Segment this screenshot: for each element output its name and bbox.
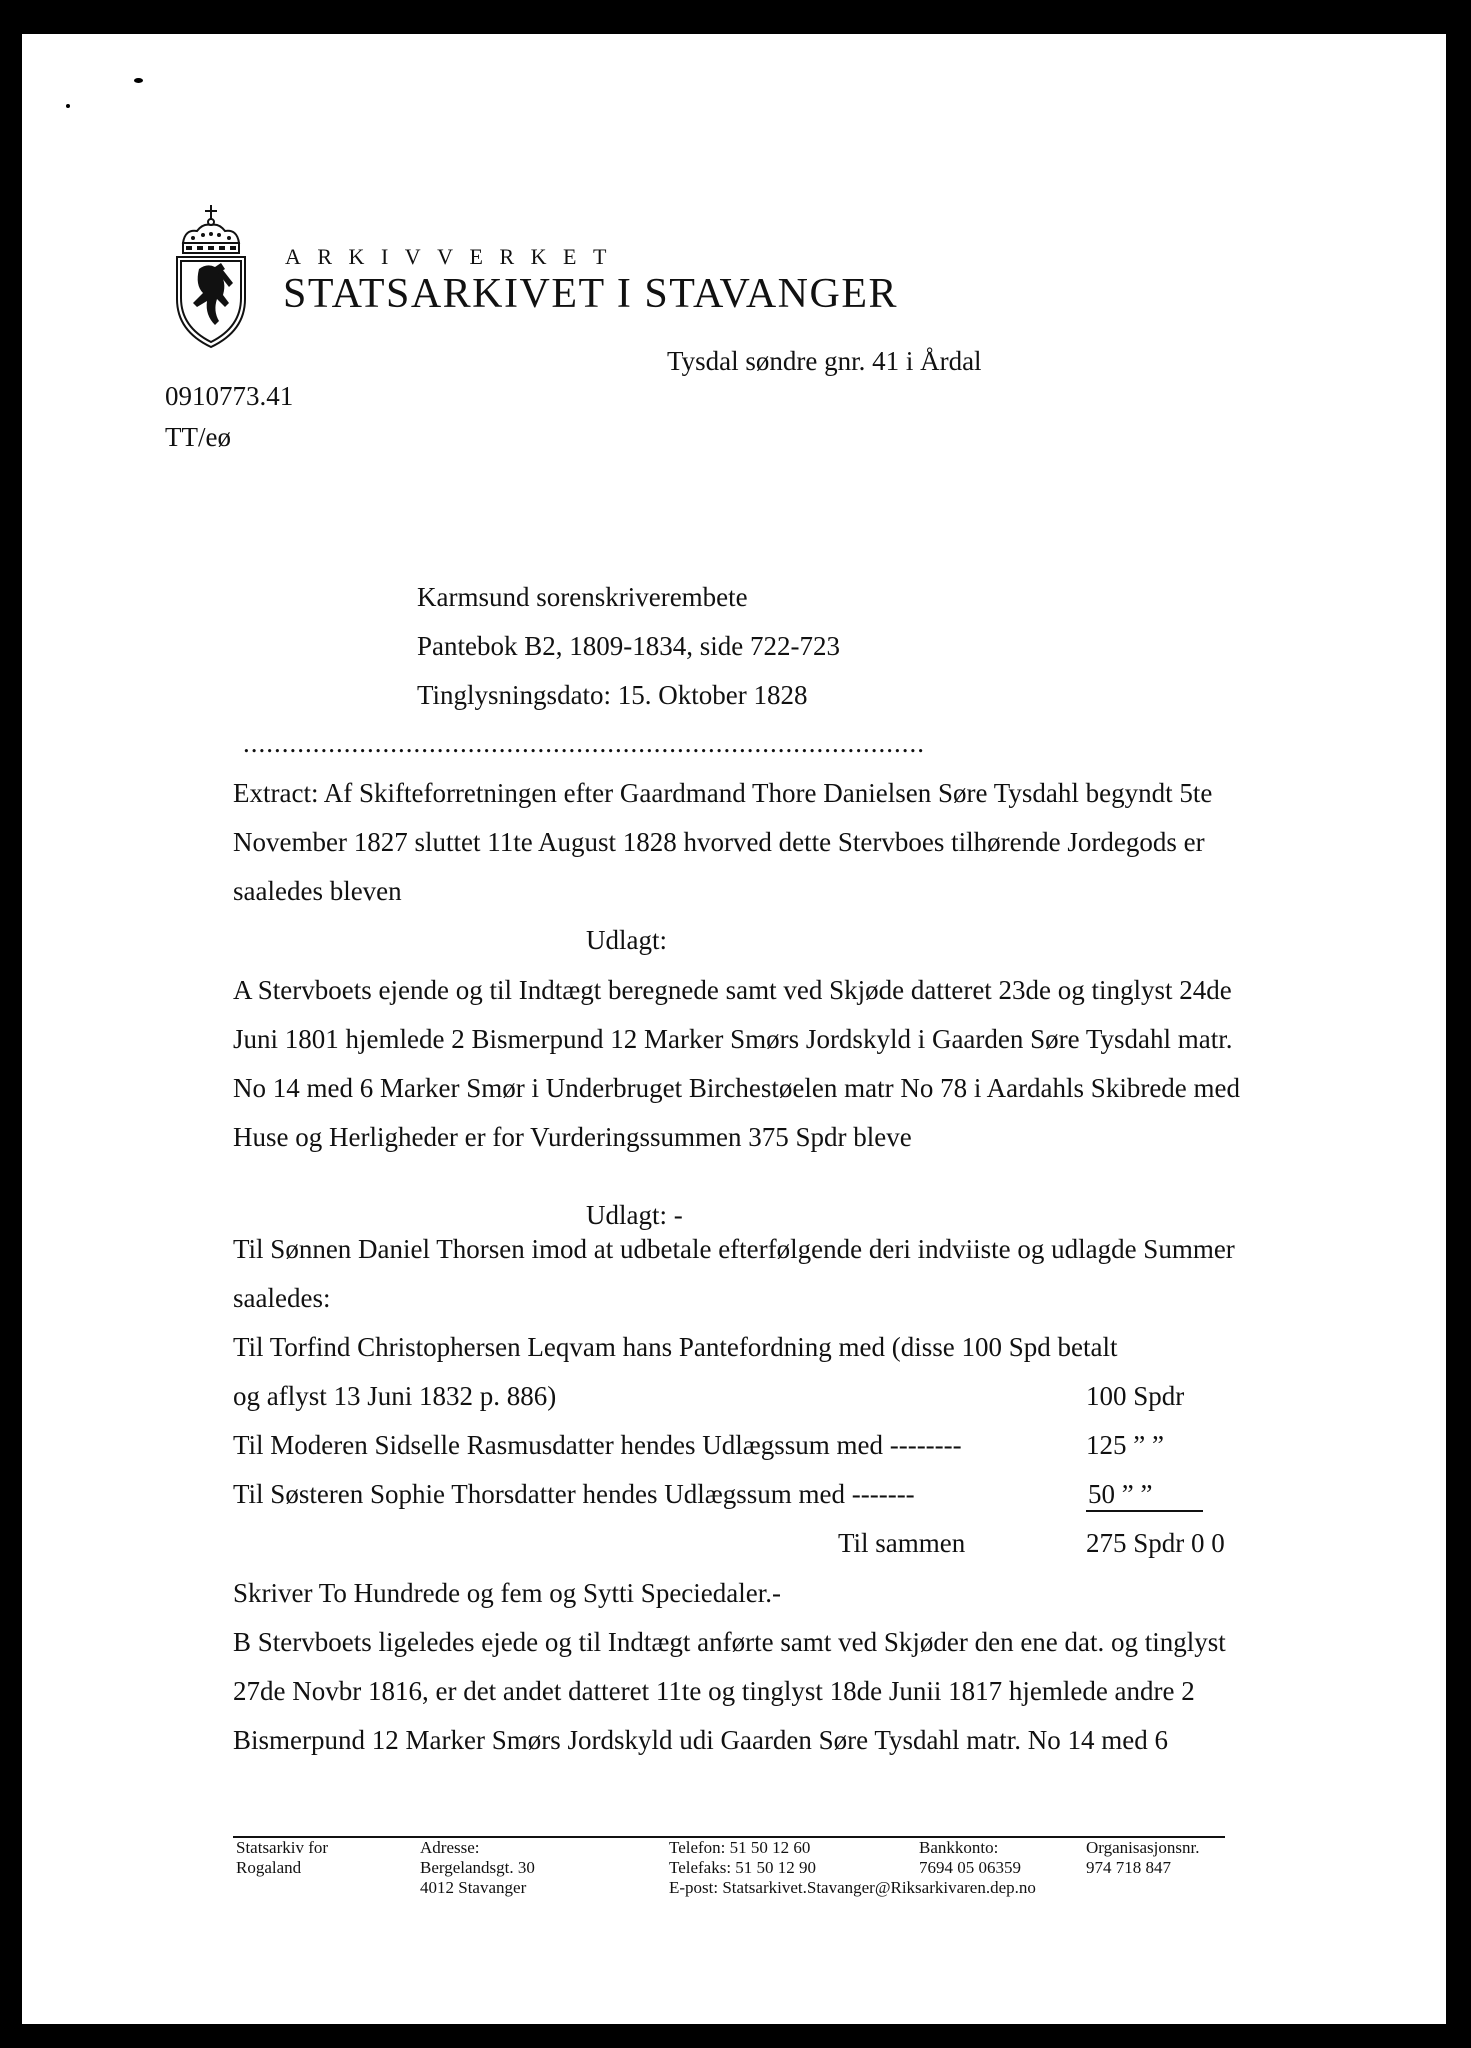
footer-text: 4012 Stavanger [420,1878,527,1897]
footer-text: Telefaks: 51 50 12 90 [669,1858,817,1877]
footer-text: Bankkonto: [919,1838,999,1857]
footer-institution [236,1838,328,1878]
footer-text: Bergelandsgt. 30 [420,1858,535,1877]
footer-text: 7694 05 06359 [919,1858,1021,1877]
ledger-item-amount: 50 ” ” [1086,1479,1203,1512]
footer-address [420,1838,535,1898]
section-heading: Udlagt: [586,925,667,955]
ledger-item-text: og aflyst 13 Juni 1832 p. 886) [233,1381,557,1411]
footer-text: 974 718 847 [1086,1858,1171,1877]
paragraph-line: 27de Novbr 1816, er det andet datteret 11te og tinglyst 18de Junii 1817 hjemlede andre 2 [233,1676,1195,1706]
organization-name: STATSARKIVET I STAVANGER [283,271,899,317]
ledger-item-text: Til Moderen Sidselle Rasmusdatter hendes Udlægssum med -------- [233,1430,962,1460]
paragraph-line: Juni 1801 hjemlede 2 Bismerpund 12 Marker Smørs Jordskyld i Gaarden Søre Tysdahl matr. [233,1024,1233,1054]
organization-line-1: ARKIVVERKET [285,244,623,269]
footer-text: Telefon: 51 50 12 60 [669,1838,811,1857]
total-amount: 275 Spdr 0 0 [1086,1528,1225,1558]
footer-email: E-post: Statsarkivet.Stavanger@Riksarkivaren.dep.no [669,1878,1036,1897]
paragraph-line: B Stervboets ligeledes ejede og til Indtægt anførte samt ved Skjøder den ene dat. og tinglyst [233,1627,1226,1657]
footer-text: Adresse: [420,1838,480,1857]
ledger-item-text: Til Søsteren Sophie Thorsdatter hendes Udlægssum med ------- [233,1479,915,1509]
section-heading: Udlagt: - [586,1200,683,1230]
reference-number: 0910773.41 [165,381,294,411]
footer-text: Statsarkiv for [236,1838,329,1857]
scan-speck [66,104,70,108]
ledger-item-amount: 125 ” ” [1086,1430,1164,1460]
scan-speck [134,78,143,83]
total-label: Til sammen [838,1528,966,1558]
paragraph-line: Huse og Herligheder er for Vurderingssummen 375 Spdr bleve [233,1122,912,1152]
paragraph-line: A Stervboets ejende og til Indtægt beregnede samt ved Skjøde datteret 23de og tinglyst 24de [233,975,1232,1005]
paragraph-line: saaledes: [233,1283,331,1313]
paragraph-line: No 14 med 6 Marker Smør i Underbruget Birchestøelen matr No 78 i Aardahls Skibrede med [233,1073,1241,1103]
source-office: Karmsund sorenskriverembete [417,582,748,612]
paragraph-line: Til Sønnen Daniel Thorsen imod at udbetale efterfølgende deri indviiste og udlagde Summer [233,1234,1235,1264]
coat-of-arms-logo [171,203,251,350]
footer-bank [919,1838,1021,1878]
reference-initials: TT/eø [165,422,231,452]
footer-orgnr [1086,1838,1200,1878]
source-date: Tinglysningsdato: 15. Oktober 1828 [417,680,808,710]
dotted-separator: ........................................................................................ [243,728,925,758]
ledger-item-amount: 100 Spdr [1086,1381,1185,1411]
written-amount: Skriver To Hundrede og fem og Sytti Speciedaler.- [233,1578,781,1608]
paragraph-line: Bismerpund 12 Marker Smørs Jordskyld udi Gaarden Søre Tysdahl matr. No 14 med 6 [233,1725,1168,1755]
paragraph-line: Til Torfind Christophersen Leqvam hans Pantefordning med (disse 100 Spd betalt [233,1332,1118,1362]
extract-line: saaledes bleven [233,876,402,906]
extract-line: Extract: Af Skifteforretningen efter Gaardmand Thore Danielsen Søre Tysdahl begyndt 5te [233,778,1213,808]
footer-text: Organisasjonsnr. [1086,1838,1200,1857]
footer-text: Rogaland [236,1858,302,1877]
source-book: Pantebok B2, 1809-1834, side 722-723 [417,631,840,661]
extract-line: November 1827 sluttet 11te August 1828 hvorved dette Stervboes tilhørende Jordegods er [233,827,1205,857]
document-subject: Tysdal søndre gnr. 41 i Årdal [667,346,982,376]
